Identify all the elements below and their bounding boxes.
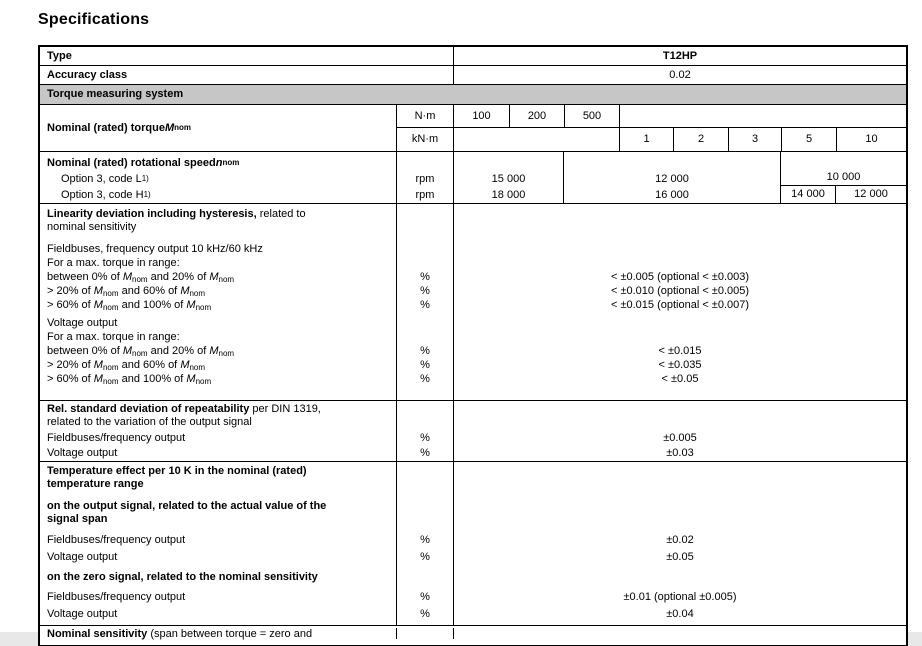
torque-nm-value-500: 500 (565, 105, 620, 127)
speed-l-value-3: 10 000 (826, 171, 861, 183)
type-value: T12HP (662, 49, 698, 62)
temperature-r3-unit: % (397, 589, 454, 606)
torque-nm-value-100: 100 (454, 105, 510, 127)
temperature-r2-unit: % (397, 549, 454, 566)
repeatability-heading-line1: Rel. standard deviation of repeatability per DIN 1319, (40, 403, 397, 416)
block-linearity (40, 204, 906, 401)
temperature-heading-line1: Temperature effect per 10 K in the nominal (rated) (40, 465, 397, 478)
speed-option-h-label: Option 3, code H 1) (61, 189, 151, 201)
speed-unit-spacer (397, 155, 453, 171)
temperature-r4-value: ±0.04 (666, 608, 694, 620)
page-title: Specifications (38, 11, 150, 28)
torque-nm-empty-cell (620, 105, 906, 127)
temperature-r3-value: ±0.01 (optional ±0.005) (623, 591, 737, 603)
nominal-torque-label: Nominal (rated) torque M nom (40, 105, 397, 151)
speed-unit-h: rpm (415, 189, 435, 201)
torque-knm-value-1: 1 (620, 128, 674, 151)
specifications-table (38, 45, 908, 646)
linearity-r5-label: > 20% of $M_{nom}$ and 60% of $M_{nom}$ (40, 358, 397, 372)
speed-values-group-high (781, 152, 906, 203)
speed-h-values-split (781, 186, 906, 203)
temperature-heading-line2: temperature range (40, 478, 397, 491)
repeatability-r1-label: Fieldbuses/frequency output (40, 431, 397, 446)
linearity-r3-unit: % (397, 298, 454, 312)
repeatability-r1-value: ±0.005 (663, 432, 697, 444)
temperature-r2-label: Voltage output (40, 549, 397, 566)
torque-nm-row (397, 105, 906, 128)
temperature-output-signal-line1: on the output signal, related to the actual value of the (40, 500, 397, 513)
partial-row-label: Nominal sensitivity (span between torque = zero and (40, 628, 397, 639)
linearity-r6-unit: % (397, 372, 454, 386)
linearity-voltage-title: Voltage output (40, 316, 397, 330)
temperature-zero-signal-line: on the zero signal, related to the nominal sensitivity (40, 571, 397, 584)
speed-l-value-3-cell (781, 152, 906, 186)
linearity-r6-value: < ±0.05 (661, 373, 699, 385)
linearity-r1-label: between 0% of $M_{nom}$ and 20% of $M_{nom}$ (40, 270, 397, 284)
speed-label-cell (40, 152, 397, 203)
repeatability-r2-value: ±0.03 (666, 447, 694, 459)
speed-unit-cell (397, 152, 454, 203)
type-label: Type (40, 47, 454, 65)
speed-values-group-mid (564, 152, 781, 203)
linearity-r3-value: < ±0.015 (optional < ±0.007) (610, 299, 750, 311)
repeatability-r1-unit: % (397, 431, 454, 446)
row-type (40, 47, 906, 66)
linearity-r4-value: < ±0.015 (658, 345, 702, 357)
speed-unit-l: rpm (415, 173, 435, 185)
block-temperature-effect (40, 462, 906, 626)
speed-values-group-low (454, 152, 564, 203)
linearity-r2-value: < ±0.010 (optional < ±0.005) (610, 285, 750, 297)
speed-h-value-2: 16 000 (655, 189, 689, 201)
row-section-torque-measuring-system (40, 85, 906, 105)
linearity-r4-unit: % (397, 344, 454, 358)
linearity-r3-label: > 60% of $M_{nom}$ and 100% of $M_{nom}$ (40, 298, 397, 312)
temperature-r1-label: Fieldbuses/frequency output (40, 532, 397, 549)
linearity-heading-line2: nominal sensitivity (40, 221, 397, 234)
linearity-r2-unit: % (397, 284, 454, 298)
linearity-voltage-intro: For a max. torque in range: (40, 330, 397, 344)
row-accuracy-class (40, 66, 906, 85)
accuracy-class-label: Accuracy class (40, 66, 454, 84)
temperature-r4-label: Voltage output (40, 606, 397, 625)
speed-h-value-4: 12 000 (854, 188, 888, 200)
repeatability-r2-label: Voltage output (40, 446, 397, 461)
temperature-r2-value: ±0.05 (666, 551, 694, 563)
speed-h-value-3: 14 000 (781, 186, 836, 203)
torque-knm-value-2: 2 (674, 128, 729, 151)
linearity-r5-unit: % (397, 358, 454, 372)
linearity-r1-value: < ±0.005 (optional < ±0.003) (610, 271, 750, 283)
temperature-output-signal-line2: signal span (40, 513, 397, 526)
speed-option-l-label: Option 3, code L 1) (61, 173, 149, 185)
speed-l-value-1: 15 000 (491, 173, 526, 185)
accuracy-class-value: 0.02 (669, 68, 691, 81)
torque-unit-nm: N·m (397, 105, 454, 127)
torque-knm-empty-cell (454, 128, 620, 151)
temperature-r4-unit: % (397, 606, 454, 625)
speed-h-value-1: 18 000 (491, 189, 526, 201)
temperature-r3-label: Fieldbuses/frequency output (40, 589, 397, 606)
speed-title: Nominal (rated) rotational speed n nom (47, 157, 240, 169)
linearity-heading-line1: Linearity deviation including hysteresis, related to (40, 208, 397, 221)
row-rotational-speed (40, 152, 906, 204)
linearity-r4-label: between 0% of $M_{nom}$ and 20% of $M_{nom}$ (40, 344, 397, 358)
torque-knm-value-10: 10 (865, 133, 878, 145)
nominal-torque-values (397, 105, 906, 151)
temperature-r1-unit: % (397, 532, 454, 549)
temperature-r1-value: ±0.02 (666, 534, 694, 546)
repeatability-heading-line2: related to the variation of the output signal (40, 416, 397, 429)
torque-nm-value-200: 200 (510, 105, 565, 127)
section-header-label: Torque measuring system (40, 85, 906, 104)
torque-unit-knm: kN·m (397, 128, 454, 151)
linearity-r5-value: < ±0.035 (658, 359, 702, 371)
block-repeatability (40, 401, 906, 462)
linearity-r1-unit: % (397, 270, 454, 284)
linearity-r2-label: > 20% of $M_{nom}$ and 60% of $M_{nom}$ (40, 284, 397, 298)
torque-knm-value-3: 3 (729, 128, 782, 151)
row-partial-nominal-sensitivity (40, 626, 906, 646)
torque-knm-value-5: 5 (782, 128, 837, 151)
linearity-fieldbus-intro: For a max. torque in range: (40, 256, 397, 270)
row-nominal-torque (40, 105, 906, 152)
torque-knm-row (397, 128, 906, 151)
linearity-r6-label: > 60% of $M_{nom}$ and 100% of $M_{nom}$ (40, 372, 397, 386)
repeatability-r2-unit: % (397, 446, 454, 461)
linearity-fieldbus-title: Fieldbuses, frequency output 10 kHz/60 kHz (40, 242, 397, 256)
speed-l-value-2: 12 000 (655, 173, 689, 185)
